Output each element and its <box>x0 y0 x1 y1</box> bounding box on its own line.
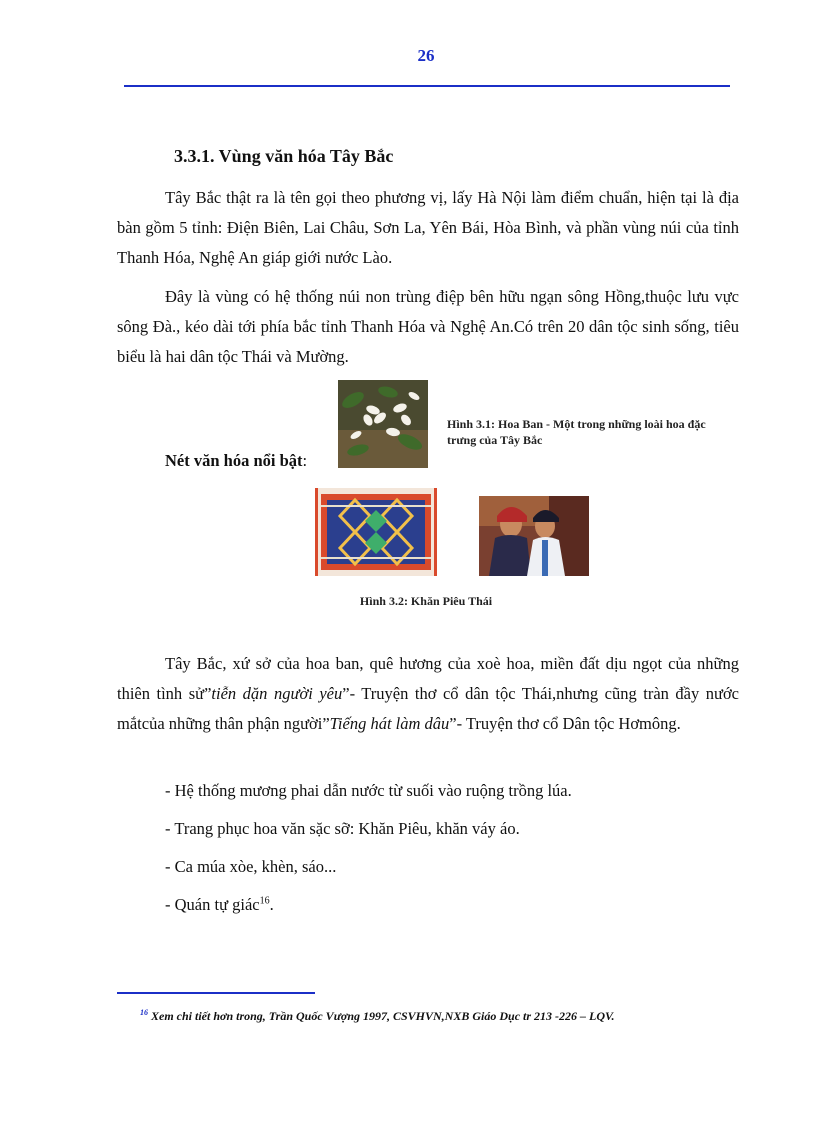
khan-pieu-image <box>315 488 437 576</box>
footnote: $^{16}$ Xem chi tiết hơn trong, Trần Quốc Vượng 1997, CSVHVN,NXB Giáo Dục tr 213 -226 – LQV. <box>140 1008 615 1023</box>
list-item: - Trang phục hoa văn sặc sỡ: Khăn Piêu, khăn váy áo. <box>165 819 520 838</box>
paragraph-1: Tây Bắc thật ra là tên gọi theo phương vị, lấy Hà Nội làm điểm chuẩn, hiện tại là địa bàn gồm 5 tỉnh: Điện Biên, Lai Châu, Sơn La, Yên Bái, Hòa Bình, và phần vùng núi của tỉnh Thanh Hóa, Nghệ An giáp giới nước Lào. <box>117 188 739 267</box>
list-item: - Quán tự giác$^{16}$. <box>165 895 274 914</box>
list-item: - Ca múa xòe, khèn, sáo... <box>165 857 337 876</box>
list-item: - Hệ thống mương phai dẫn nước từ suối vào ruộng trồng lúa. <box>165 781 572 800</box>
paragraph-3: Tây Bắc, xứ sở của hoa ban, quê hương của xoè hoa, miền đất dịu ngọt của những thiên tình sử”tiễn dặn người yêu”- Truyện thơ cổ dân tộc Thái,nhưng cũng tràn đầy nước mắtcủa những thân phận người”Tiếng hát làm dâu”- Truyện thơ cổ Dân tộc Hơmông. <box>117 654 740 733</box>
figure-caption-3-1: Hình 3.1: Hoa Ban - Một trong những loài hoa đặc trưng của Tây Bắc <box>447 417 706 447</box>
footnote-number: 16 <box>140 1008 148 1017</box>
hoa-ban-image <box>338 380 428 468</box>
footnote-divider <box>117 992 315 994</box>
paragraph-2: Đây là vùng có hệ thống núi non trùng điệp bên hữu ngạn sông Hồng,thuộc lưu vực sông Đà., kéo dài tới phía bắc tỉnh Thanh Hóa và Nghệ An.Có trên 20 dân tộc sinh sống, tiêu biểu là hai dân tộc Thái và Mường. <box>117 287 739 366</box>
header-divider <box>124 85 730 87</box>
page-number: 26 <box>417 46 435 65</box>
subheading: Nét văn hóa nổi bật: <box>165 451 308 470</box>
thai-people-image <box>479 496 589 576</box>
section-heading: 3.3.1. Vùng văn hóa Tây Bắc <box>174 146 394 166</box>
footnote-reference[interactable]: 16 <box>259 895 270 907</box>
figure-caption-3-2: Hình 3.2: Khăn Piêu Thái <box>359 594 493 608</box>
